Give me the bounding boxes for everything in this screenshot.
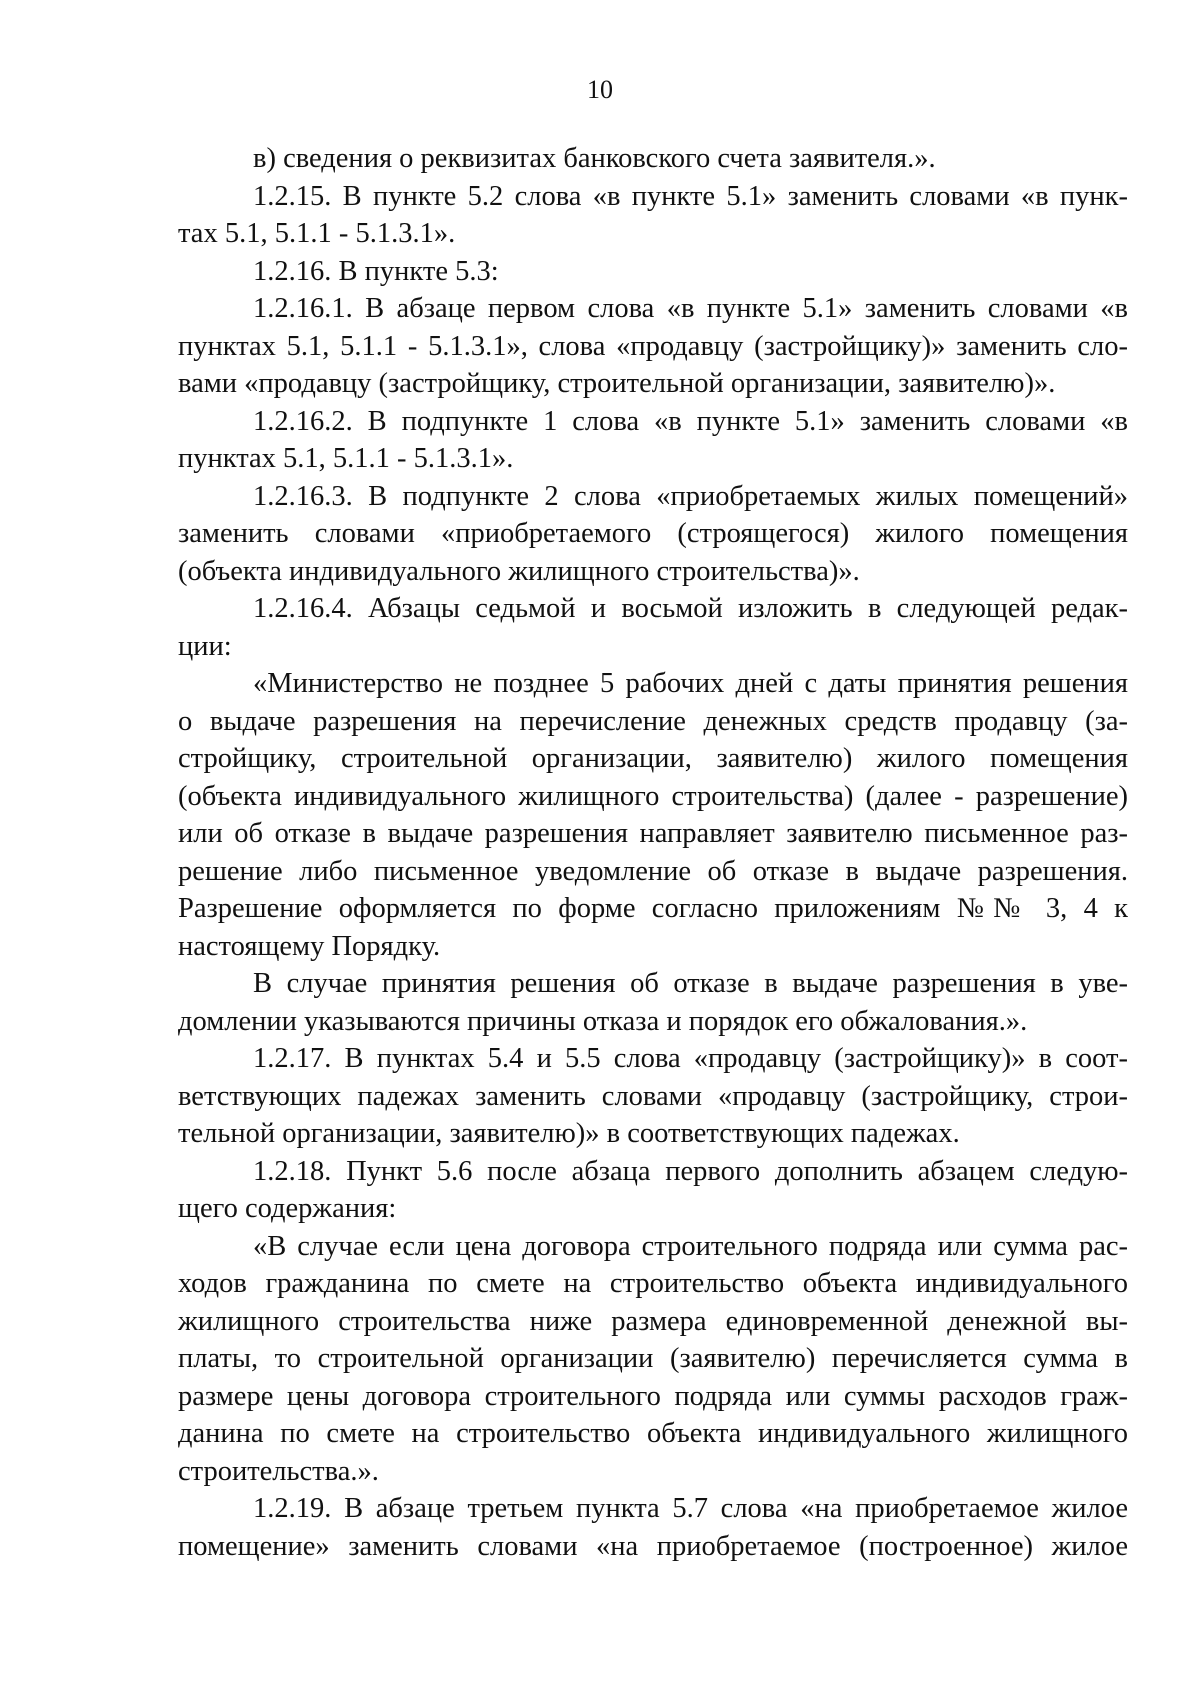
text-line: заменить словами «приобретаемого (строящегося) жилого помещения (178, 518, 1128, 549)
text-line: домлении указываются причины отказа и порядок его обжалования.». (178, 1005, 1028, 1037)
text-line: тах 5.1, 5.1.1 - 5.1.3.1». (178, 218, 456, 249)
text-line: 1.2.18. Пункт 5.6 после абзаца первого дополнить абзацем следую- (253, 1155, 1128, 1187)
text-line: о выдаче разрешения на перечисление денежных средств продавцу (за- (178, 705, 1128, 737)
text-line: щего содержания: (178, 1193, 397, 1224)
text-line: стройщику, строительной организации, заявителю) жилого помещения (178, 743, 1128, 774)
text-line: пунктах 5.1, 5.1.1 - 5.1.3.1», слова «продавцу (застройщику)» заменить сло- (178, 330, 1128, 362)
page-number: 10 (587, 75, 613, 104)
text-line: помещение» заменить словами «на приобретаемое (построенное) жилое (178, 1530, 1128, 1562)
text-line: ходов гражданина по смете на строительство объекта индивидуального (178, 1268, 1128, 1299)
text-line: 1.2.16.2. В подпункте 1 слова «в пункте 5.1» заменить словами «в (253, 405, 1128, 437)
text-line: «Министерство не позднее 5 рабочих дней с даты принятия решения (253, 668, 1128, 699)
text-line: (объекта индивидуального жилищного строительства) (далее - разрешение) (178, 780, 1128, 812)
text-line: 1.2.17. В пунктах 5.4 и 5.5 слова «продавцу (застройщику)» в соот- (253, 1043, 1128, 1074)
text-line: 1.2.19. В абзаце третьем пункта 5.7 слова «на приобретаемое жилое (253, 1493, 1128, 1524)
text-line: (объекта индивидуального жилищного строительства)». (178, 555, 860, 587)
text-line: «В случае если цена договора строительного подряда или сумма рас- (253, 1230, 1128, 1262)
text-line: данина по смете на строительство объекта индивидуального жилищного (178, 1418, 1128, 1449)
text-line: или об отказе в выдаче разрешения направляет заявителю письменное раз- (178, 818, 1128, 849)
text-line: 1.2.16.3. В подпункте 2 слова «приобретаемых жилых помещений» (253, 480, 1128, 512)
text-line: 1.2.16.4. Абзацы седьмой и восьмой изложить в следующей редак- (253, 593, 1128, 624)
text-line: строительства.». (178, 1455, 379, 1487)
text-line: В случае принятия решения об отказе в выдаче разрешения в уве- (253, 968, 1128, 999)
text-line: пунктах 5.1, 5.1.1 - 5.1.3.1». (178, 443, 514, 474)
text-line: 1.2.16.1. В абзаце первом слова «в пункте 5.1» заменить словами «в (253, 293, 1128, 324)
document-body (178, 140, 1128, 1565)
text-line: ции: (178, 630, 232, 662)
text-line: 1.2.15. В пункте 5.2 слова «в пункте 5.1» заменить словами «в пунк- (253, 180, 1128, 212)
text-line: настоящему Порядку. (178, 930, 441, 962)
text-line: размере цены договора строительного подряда или суммы расходов граж- (178, 1380, 1128, 1412)
text-line: Разрешение оформляется по форме согласно приложениям №№ 3, 4 к (178, 893, 1128, 924)
text-line: в) сведения о реквизитах банковского счета заявителя.». (253, 143, 936, 174)
text-line: ветствующих падежах заменить словами «продавцу (застройщику, строи- (178, 1080, 1128, 1112)
text-line: решение либо письменное уведомление об отказе в выдаче разрешения. (178, 855, 1128, 887)
text-line: платы, то строительной организации (заявителю) перечисляется сумма в (178, 1343, 1128, 1374)
text-line: жилищного строительства ниже размера единовременной денежной вы- (178, 1305, 1128, 1337)
text-line: вами «продавцу (застройщику, строительной организации, заявителю)». (178, 368, 1056, 399)
text-line: 1.2.16. В пункте 5.3: (253, 255, 499, 287)
text-line: тельной организации, заявителю)» в соответствующих падежах. (178, 1118, 960, 1149)
